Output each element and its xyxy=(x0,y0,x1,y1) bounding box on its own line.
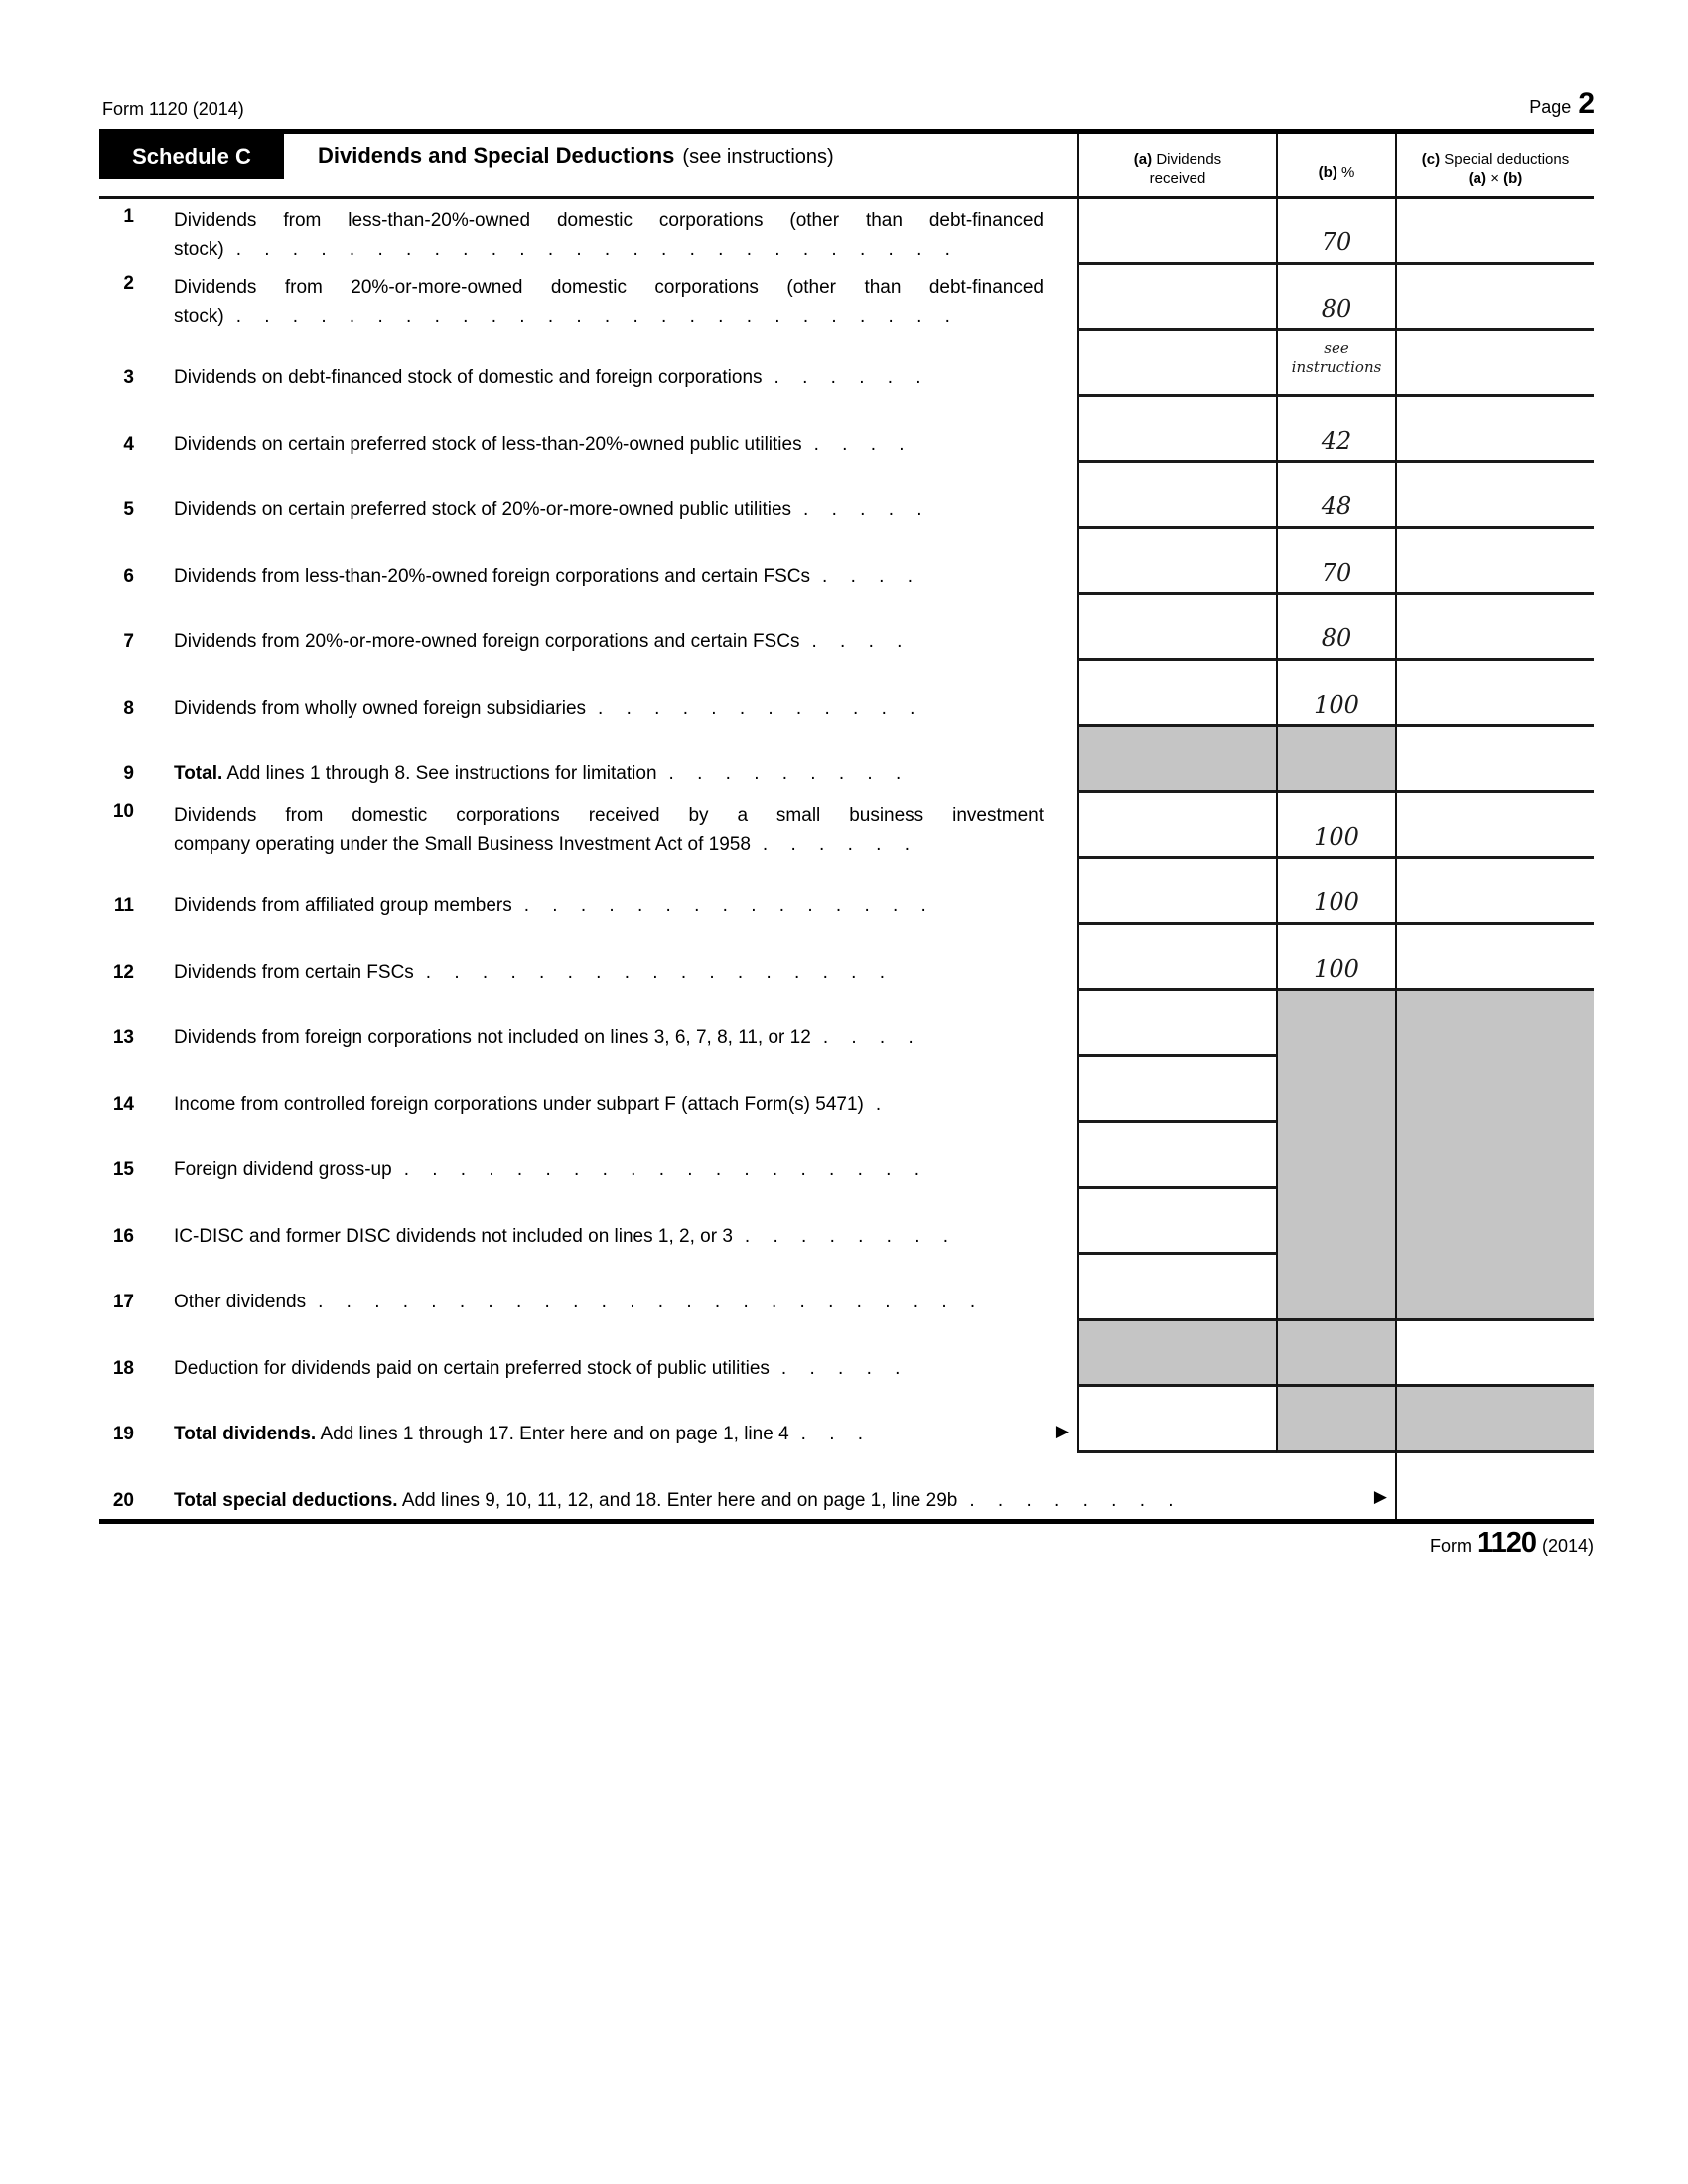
table-header xyxy=(99,134,1594,199)
line-number: 12 xyxy=(112,961,134,983)
description-text: Dividends on certain preferred stock of less-than-20%-owned public utilities xyxy=(174,433,802,455)
dot-leaders: . . . . . xyxy=(780,1357,901,1379)
line-description xyxy=(174,265,1077,332)
table-row-line-20 xyxy=(99,1453,1594,1520)
description-text: Dividends from wholly owned foreign subsidiaries xyxy=(174,697,587,719)
percent-cell-line-7 xyxy=(1276,595,1395,661)
special-deductions-cell-line-16 xyxy=(1395,1189,1594,1256)
table-row-line-19 xyxy=(99,1387,1594,1453)
table-row-line-1 xyxy=(99,199,1594,265)
percent-value: 100 xyxy=(1314,954,1359,983)
percent-value-line2: instructions xyxy=(1291,358,1382,376)
footer-form-year: (2014) xyxy=(1541,1536,1594,1556)
line-description xyxy=(174,1255,1077,1321)
line-description xyxy=(174,1057,1077,1124)
table-row-line-3 xyxy=(99,331,1594,397)
table-row-line-17 xyxy=(99,1255,1594,1321)
percent-cell-line-13 xyxy=(1276,991,1395,1057)
special-deductions-cell-line-15 xyxy=(1395,1123,1594,1189)
page-label: Page xyxy=(1529,97,1572,117)
dot-leaders: . . . . . . xyxy=(762,833,910,855)
dot-leaders: . . . . . xyxy=(803,499,922,520)
table-row-line-10 xyxy=(99,793,1594,860)
description-line1: Dividends from less-than-20%-owned domestic corporations (other than debt-financed xyxy=(174,210,1044,231)
line-number: 18 xyxy=(112,1357,134,1379)
percent-value: 100 xyxy=(1314,822,1359,851)
percent-cell-line-2 xyxy=(1276,265,1395,332)
description-text: Dividends from affiliated group members xyxy=(174,895,512,916)
line-description xyxy=(174,661,1077,728)
special-deductions-cell-line-3[interactable] xyxy=(1395,331,1594,397)
schedule-subtitle: (see instructions) xyxy=(682,146,834,168)
dot-leaders: . . . . . . . . . . . . . . . . . . . . . . . . . . xyxy=(235,239,950,260)
dividends-received-cell-line-12[interactable] xyxy=(1077,925,1276,992)
footer-form-number: 1120 xyxy=(1477,1527,1536,1559)
description-bold-prefix: Total special deductions. xyxy=(174,1489,398,1511)
footer-form-word: Form xyxy=(1430,1536,1473,1556)
line-number: 17 xyxy=(112,1292,134,1312)
dividends-received-cell-line-17[interactable] xyxy=(1077,1255,1276,1321)
dot-leaders: . . . . . . . . xyxy=(744,1225,949,1247)
table-row-line-18 xyxy=(99,1321,1594,1388)
description-text: Dividends from 20%-or-more-owned foreign corporations and certain FSCs xyxy=(174,631,800,652)
line-description xyxy=(174,199,1077,265)
schedule-name-badge: Schedule C xyxy=(99,134,284,179)
percent-value: 80 xyxy=(1321,294,1352,323)
dividends-received-cell-line-10[interactable] xyxy=(1077,793,1276,860)
table-row-line-8 xyxy=(99,661,1594,728)
line-description xyxy=(174,1189,1077,1256)
description-text: Add lines 1 through 8. See instructions for limitation xyxy=(226,763,657,784)
description-text: Dividends from less-than-20%-owned foreign corporations and certain FSCs xyxy=(174,565,811,587)
special-deductions-cell-line-1[interactable] xyxy=(1395,199,1594,265)
dot-leaders: . . . . . . . . . . . . . . . . . . . xyxy=(403,1160,920,1180)
special-deductions-cell-line-17 xyxy=(1395,1255,1594,1321)
line-number: 6 xyxy=(123,565,134,587)
dot-leaders: . . . . xyxy=(811,631,903,652)
percent-value: 42 xyxy=(1321,426,1352,455)
percent-cell-line-11 xyxy=(1276,859,1395,925)
line-number: 19 xyxy=(112,1424,134,1444)
percent-value: 100 xyxy=(1314,690,1359,719)
percent-value xyxy=(1278,331,1395,377)
description-text: IC-DISC and former DISC dividends not included on lines 1, 2, or 3 xyxy=(174,1225,733,1247)
line-number: 1 xyxy=(123,206,134,227)
form-id-header: Form 1120 (2014) xyxy=(102,99,244,119)
special-deductions-cell-line-5[interactable] xyxy=(1395,463,1594,529)
table-row-line-15 xyxy=(99,1123,1594,1189)
line-number: 3 xyxy=(123,367,134,388)
dot-leaders: . . . . . . . . . . . . . . . . . xyxy=(425,961,885,983)
line-description xyxy=(174,925,1077,992)
schedule-header xyxy=(99,134,1077,196)
line-number: 5 xyxy=(123,499,134,520)
line-description xyxy=(174,463,1077,529)
description-line2: stock) xyxy=(174,305,224,327)
table-row-line-6 xyxy=(99,529,1594,596)
description-text: Income from controlled foreign corporations under subpart F (attach Form(s) 5471) xyxy=(174,1093,864,1115)
percent-cell-line-3 xyxy=(1276,331,1395,397)
line-description xyxy=(174,727,1077,793)
table-row-line-13 xyxy=(99,991,1594,1057)
special-deductions-cell-line-9[interactable] xyxy=(1395,727,1594,793)
dot-leaders: . . . . . . xyxy=(774,367,921,388)
line-description xyxy=(174,1123,1077,1189)
percent-value: 70 xyxy=(1321,558,1352,587)
description-text: Add lines 1 through 17. Enter here and on page 1, line 4 xyxy=(320,1424,789,1444)
dividends-received-cell-line-2[interactable] xyxy=(1077,265,1276,332)
percent-cell-line-10 xyxy=(1276,793,1395,860)
line-description xyxy=(174,793,1077,860)
special-deductions-cell-line-13 xyxy=(1395,991,1594,1057)
dividends-received-cell-line-18 xyxy=(1077,1321,1276,1388)
line-number: 4 xyxy=(123,433,134,455)
percent-cell-line-14 xyxy=(1276,1057,1395,1124)
description-text: Add lines 9, 10, 11, 12, and 18. Enter here and on page 1, line 29b xyxy=(401,1489,958,1511)
description-text: Other dividends xyxy=(174,1292,307,1312)
dot-leaders: . . . . . . . . . . . . xyxy=(598,697,915,719)
percent-value: 70 xyxy=(1321,228,1352,256)
right-arrow-icon: ▶ xyxy=(1373,1487,1387,1506)
percent-cell-line-5 xyxy=(1276,463,1395,529)
description-text: Deduction for dividends paid on certain preferred stock of public utilities xyxy=(174,1357,770,1379)
line-number: 15 xyxy=(112,1160,134,1180)
line-number: 10 xyxy=(112,800,134,822)
special-deductions-cell-line-19 xyxy=(1395,1387,1594,1453)
description-text: Dividends from foreign corporations not included on lines 3, 6, 7, 8, 11, or 12 xyxy=(174,1027,811,1048)
dot-leaders: . . . . xyxy=(822,1027,914,1048)
special-deductions-cell-line-12[interactable] xyxy=(1395,925,1594,992)
dot-leaders: . . . . . . . . . . . . . . . . . . . . . . . . xyxy=(318,1292,976,1312)
percent-cell-line-19 xyxy=(1276,1387,1395,1453)
line-description xyxy=(174,859,1077,925)
percent-value-line1: see xyxy=(1324,340,1349,357)
line-description xyxy=(174,331,1077,397)
description-text: Dividends on certain preferred stock of 20%-or-more-owned public utilities xyxy=(174,499,792,520)
dividends-received-cell-line-16[interactable] xyxy=(1077,1189,1276,1256)
line-number: 11 xyxy=(113,895,134,916)
special-deductions-cell-line-8[interactable] xyxy=(1395,661,1594,728)
line-number: 7 xyxy=(123,631,134,652)
percent-cell-line-9 xyxy=(1276,727,1395,793)
schedule-c-table xyxy=(99,129,1594,1524)
description-text: Dividends from certain FSCs xyxy=(174,961,414,983)
description-text: Foreign dividend gross-up xyxy=(174,1160,392,1180)
line-description xyxy=(174,1321,1077,1388)
column-header-dividends-received: (a) Dividends received xyxy=(1077,134,1276,196)
line-number: 14 xyxy=(112,1093,134,1115)
line-number: 9 xyxy=(123,763,134,784)
dividends-received-cell-line-1[interactable] xyxy=(1077,199,1276,265)
line-description xyxy=(174,397,1077,464)
description-bold-prefix: Total dividends. xyxy=(174,1424,317,1444)
special-deductions-cell-line-2[interactable] xyxy=(1395,265,1594,332)
line-number: 2 xyxy=(123,272,134,294)
percent-cell-line-15 xyxy=(1276,1123,1395,1189)
description-line1: Dividends from domestic corporations received by a small business investment xyxy=(174,804,1044,826)
special-deductions-cell-line-7[interactable] xyxy=(1395,595,1594,661)
dividends-received-cell-line-6[interactable] xyxy=(1077,529,1276,596)
right-arrow-icon: ▶ xyxy=(1055,1421,1069,1440)
dividends-received-cell-line-13[interactable] xyxy=(1077,991,1276,1057)
dividends-received-cell-line-15[interactable] xyxy=(1077,1123,1276,1189)
description-text: Dividends on debt-financed stock of domestic and foreign corporations xyxy=(174,367,763,388)
line-description xyxy=(174,1453,1395,1520)
form-footer xyxy=(1430,1527,1594,1560)
line-description xyxy=(174,1387,1077,1453)
table-row-line-4 xyxy=(99,397,1594,464)
dividends-received-cell-line-14[interactable] xyxy=(1077,1057,1276,1124)
line-number: 8 xyxy=(123,697,134,719)
dividends-received-cell-line-11[interactable] xyxy=(1077,859,1276,925)
description-line2: stock) xyxy=(174,239,224,260)
special-deductions-cell-line-4[interactable] xyxy=(1395,397,1594,464)
special-deductions-cell-line-10[interactable] xyxy=(1395,793,1594,860)
dividends-received-cell-line-9 xyxy=(1077,727,1276,793)
percent-cell-line-4 xyxy=(1276,397,1395,464)
description-line1: Dividends from 20%-or-more-owned domestic corporations (other than debt-financed xyxy=(174,276,1044,298)
percent-cell-line-12 xyxy=(1276,925,1395,992)
description-bold-prefix: Total. xyxy=(174,763,223,784)
dividends-received-cell-line-3[interactable] xyxy=(1077,331,1276,397)
dividends-received-cell-line-5[interactable] xyxy=(1077,463,1276,529)
special-deductions-cell-line-20[interactable] xyxy=(1395,1453,1594,1520)
dot-leaders: . . . . . . . . xyxy=(969,1489,1174,1511)
table-row-line-5 xyxy=(99,463,1594,529)
table-row-line-11 xyxy=(99,859,1594,925)
line-number: 20 xyxy=(112,1489,134,1511)
dot-leaders: . . . . xyxy=(822,565,913,587)
special-deductions-cell-line-18[interactable] xyxy=(1395,1321,1594,1388)
dividends-received-cell-line-4[interactable] xyxy=(1077,397,1276,464)
dividends-received-cell-line-8[interactable] xyxy=(1077,661,1276,728)
percent-cell-line-6 xyxy=(1276,529,1395,596)
column-header-percent: (b) % xyxy=(1276,134,1395,196)
page-number-value: 2 xyxy=(1578,87,1594,120)
percent-cell-line-18 xyxy=(1276,1321,1395,1388)
table-row-line-16 xyxy=(99,1189,1594,1256)
percent-cell-line-1 xyxy=(1276,199,1395,265)
line-number: 16 xyxy=(112,1225,134,1247)
percent-value: 80 xyxy=(1321,624,1352,652)
dot-leaders: . . . xyxy=(800,1424,864,1444)
percent-value: 48 xyxy=(1321,492,1352,520)
table-row-line-12 xyxy=(99,925,1594,992)
line-description xyxy=(174,991,1077,1057)
column-header-special-deductions: (c) Special deductions (a) × (b) xyxy=(1395,134,1594,196)
dividends-received-cell-line-7[interactable] xyxy=(1077,595,1276,661)
special-deductions-cell-line-14 xyxy=(1395,1057,1594,1124)
dot-leaders: . . . . . . . . . . . . . . . . . . . . . . . . . . xyxy=(235,305,950,327)
line-number: 13 xyxy=(112,1027,134,1048)
table-row-line-2 xyxy=(99,265,1594,332)
page-number xyxy=(1529,87,1594,121)
special-deductions-cell-line-6[interactable] xyxy=(1395,529,1594,596)
table-row-line-7 xyxy=(99,595,1594,661)
line-description xyxy=(174,595,1077,661)
special-deductions-cell-line-11[interactable] xyxy=(1395,859,1594,925)
percent-value: 100 xyxy=(1314,888,1359,916)
percent-cell-line-8 xyxy=(1276,661,1395,728)
dot-leaders: . . . . . . . . . xyxy=(668,763,902,784)
description-line2: company operating under the Small Business Investment Act of 1958 xyxy=(174,833,751,855)
table-rows xyxy=(99,199,1594,1519)
table-row-line-9 xyxy=(99,727,1594,793)
percent-cell-line-16 xyxy=(1276,1189,1395,1256)
dot-leaders: . xyxy=(875,1093,882,1115)
schedule-title xyxy=(318,143,834,169)
percent-cell-line-17 xyxy=(1276,1255,1395,1321)
dividends-received-cell-line-19[interactable] xyxy=(1077,1387,1276,1453)
line-description xyxy=(174,529,1077,596)
dot-leaders: . . . . xyxy=(813,433,905,455)
dot-leaders: . . . . . . . . . . . . . . . xyxy=(523,895,926,916)
schedule-title-text: Dividends and Special Deductions xyxy=(318,143,675,168)
table-row-line-14 xyxy=(99,1057,1594,1124)
